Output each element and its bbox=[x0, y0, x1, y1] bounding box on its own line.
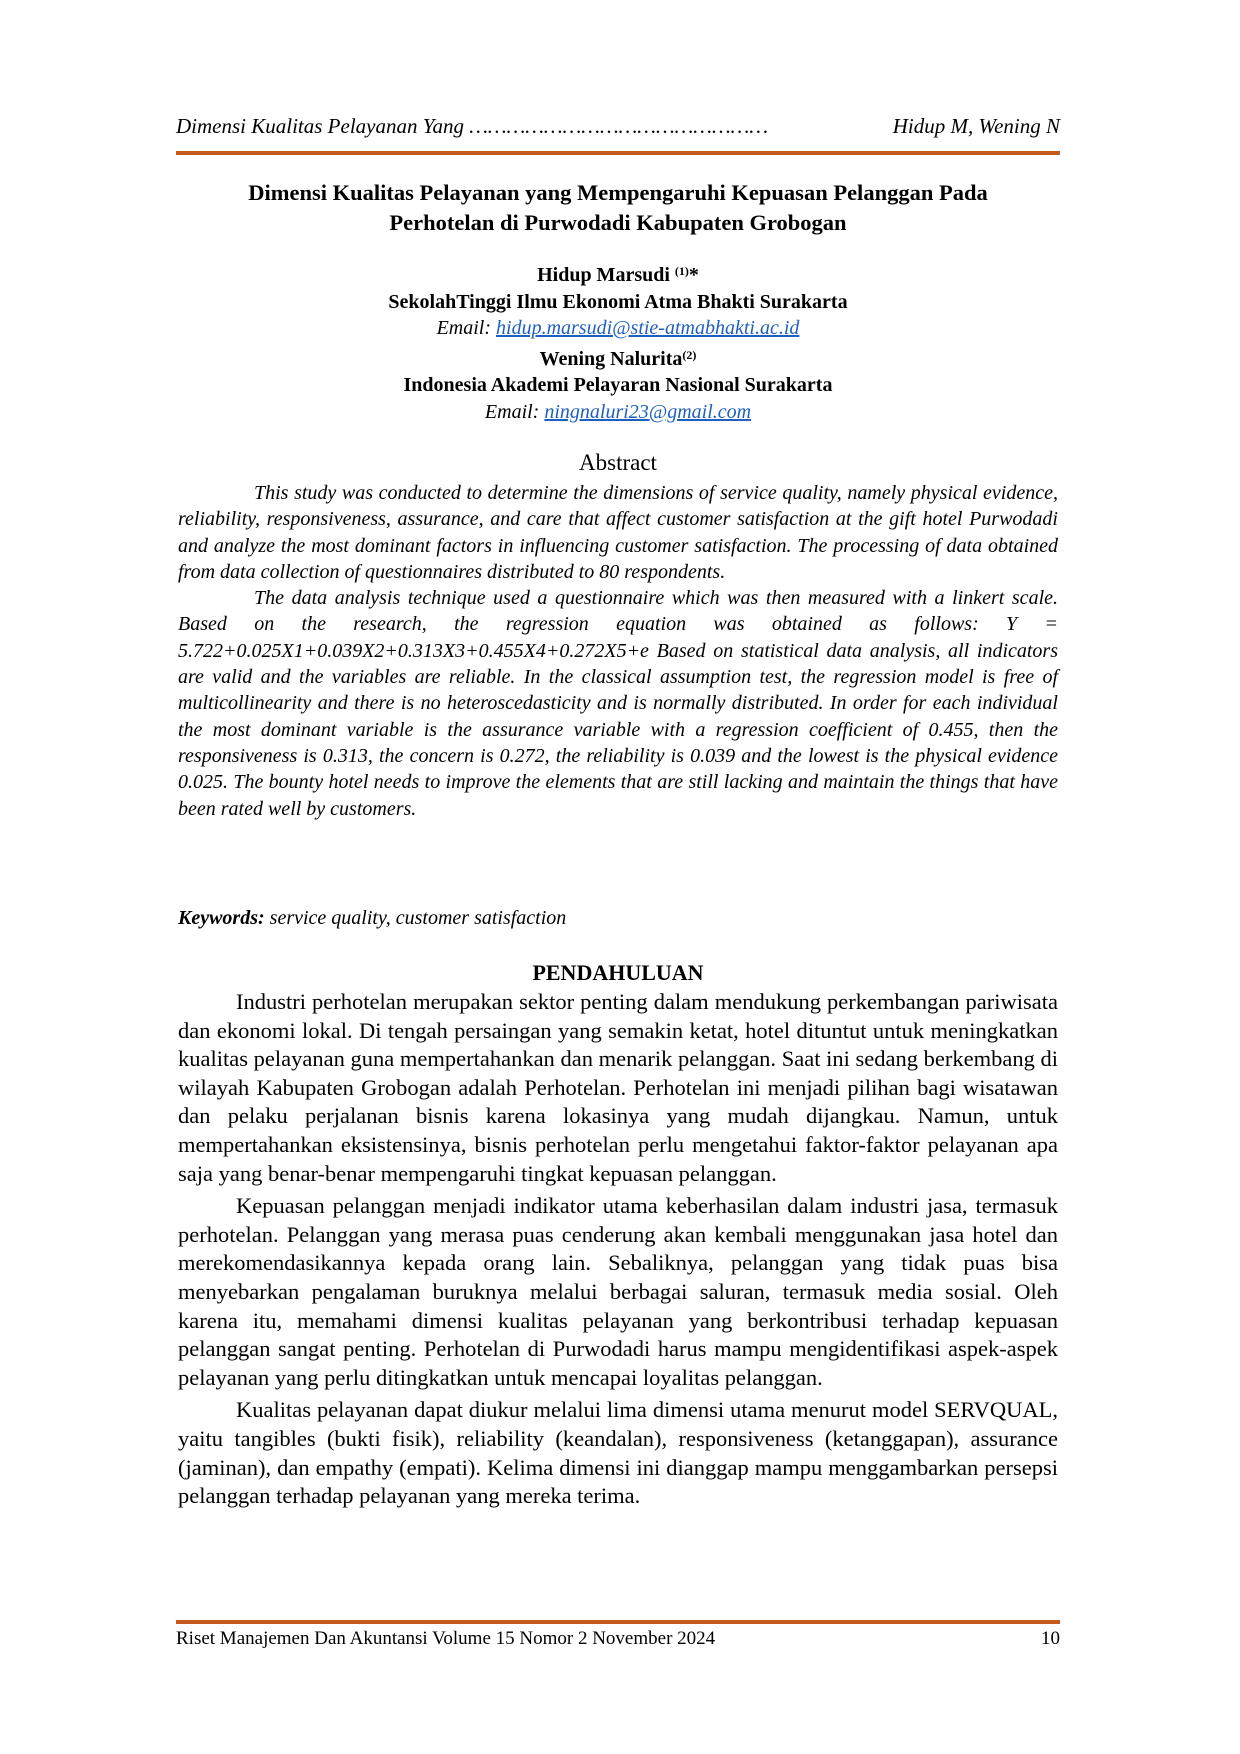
author-1-affiliation: SekolahTinggi Ilmu Ekonomi Atma Bhakti Surakarta bbox=[388, 290, 848, 313]
body-paragraph: Industri perhotelan merupakan sektor penting dalam mendukung perkembangan pariwisata dan ekonomi lokal. Di tengah persaingan yang semakin ketat, hotel dituntut untuk meningkatkan kualitas pelayanan guna mempertahankan dan menarik pelanggan. Saat ini sedang berkembang di wilayah Kabupaten Grobogan adalah Perhotelan. Perhotelan ini menjadi pilihan bagi wisatawan dan pelaku perjalanan bisnis karena lokasinya yang mudah dijangkau. Namun, untuk mempertahankan eksistensinya, bisnis perhotelan perlu mengetahui faktor-faktor pelayanan apa saja yang benar-benar mempengaruhi tingkat kepuasan pelanggan. bbox=[178, 989, 1058, 1186]
author-1-email-label: Email: bbox=[436, 317, 497, 339]
author-block bbox=[150, 258, 1086, 425]
page-footer bbox=[176, 1628, 1060, 1650]
paper-title-line-1: Dimensi Kualitas Pelayanan yang Mempengaruhi Kepuasan Pelanggan Pada bbox=[248, 180, 988, 205]
abstract-body bbox=[178, 480, 1058, 822]
author-2-email-link[interactable]: ningnaluri23@gmail.com bbox=[544, 400, 752, 423]
body-paragraph: Kualitas pelayanan dapat diukur melalui lima dimensi utama menurut model SERVQUAL, yaitu tangibles (bukti fisik), reliability (keandalan), responsiveness (ketanggapan), assurance (jaminan), dan empathy (empati). Kelima dimensi ini dianggap mampu menggambarkan persepsi pelanggan terhadap pelayanan yang mereka terima. bbox=[178, 1397, 1058, 1509]
paper-title bbox=[150, 178, 1086, 238]
body-paragraph: Kepuasan pelanggan menjadi indikator utama keberhasilan dalam industri jasa, termasuk perhotelan. Pelanggan yang merasa puas cenderung akan kembali menggunakan jasa hotel dan merekomendasikannya kepada orang lain. Sebaliknya, pelanggan yang tidak puas bisa menyebarkan pengalaman buruknya melalui berbagai saluran, termasuk media sosial. Oleh karena itu, memahami dimensi kualitas pelayanan yang berkontribusi terhadap kepuasan pelanggan sangat penting. Perhotelan di Purwodadi harus mampu mengidentifikasi aspek-aspek pelayanan yang perlu ditingkatkan untuk mencapai loyalitas pelanggan. bbox=[178, 1193, 1058, 1390]
paper-title-line-2: Perhotelan di Purwodadi Kabupaten Grobogan bbox=[389, 210, 847, 235]
author-2-line bbox=[150, 342, 1086, 373]
author-2-email-line bbox=[150, 399, 1086, 426]
author-1-line bbox=[150, 258, 1086, 289]
author-2-email-label: Email: bbox=[484, 400, 545, 423]
running-header-authors: Hidup M, Wening N bbox=[892, 114, 1060, 138]
author-1-name: Hidup Marsudi bbox=[537, 264, 670, 286]
keywords-label: Keywords: bbox=[178, 907, 265, 929]
abstract-paragraph: This study was conducted to determine the dimensions of service quality, namely physical evidence, reliability, responsiveness, assurance, and care that affect customer satisfaction at the gift hotel Purwodadi and analyze the most dominant factors in influencing customer satisfaction. The processing of data obtained from data collection of questionnaires distributed to 80 respondents. bbox=[178, 482, 1058, 583]
author-2-marker: (2) bbox=[682, 347, 697, 362]
page-number: 10 bbox=[1041, 1628, 1060, 1649]
corresponding-star: * bbox=[688, 264, 699, 286]
footer-rule bbox=[176, 1620, 1060, 1624]
author-1-email-line bbox=[150, 315, 1086, 342]
author-1-marker: (1) bbox=[674, 264, 689, 278]
header-rule bbox=[176, 151, 1060, 155]
keywords-text: service quality, customer satisfaction bbox=[264, 907, 567, 929]
running-header bbox=[176, 114, 1060, 139]
section-body bbox=[178, 988, 1058, 1515]
author-2-name: Wening Nalurita bbox=[539, 347, 683, 370]
abstract-paragraph: The data analysis technique used a questionnaire which was then measured with a linkert scale. Based on the research, the regression equation was obtained as follows: Y = 5.722+0.025X1+0.039X2+0.313X3+0.455X4+0.272X5+e Based on statistical data analysis, all indicators are valid and the variables are reliable. In the classical assumption test, the regression model is free of multicollinearity and there is no heteroscedasticity and is normally distributed. In order for each individual the most dominant variable is the assurance variable with a regression coefficient of 0.455, then the responsiveness is 0.313, the concern is 0.272, the reliability is 0.039 and the lowest is the physical evidence 0.025. The bounty hotel needs to improve the elements that are still lacking and maintain the things that have been rated well by customers. bbox=[178, 587, 1058, 820]
section-heading: PENDAHULUAN bbox=[532, 960, 704, 985]
author-1-email-link[interactable]: hidup.marsudi@stie-atmabhakti.ac.id bbox=[496, 317, 800, 339]
author-2-affiliation: Indonesia Akademi Pelayaran Nasional Surakarta bbox=[403, 374, 833, 396]
abstract-heading: Abstract bbox=[579, 450, 657, 475]
keywords-line bbox=[178, 907, 566, 930]
footer-journal: Riset Manajemen Dan Akuntansi Volume 15 Nomor 2 November 2024 bbox=[176, 1628, 716, 1649]
running-header-title: Dimensi Kualitas Pelayanan Yang ………………………………………… bbox=[176, 114, 768, 138]
